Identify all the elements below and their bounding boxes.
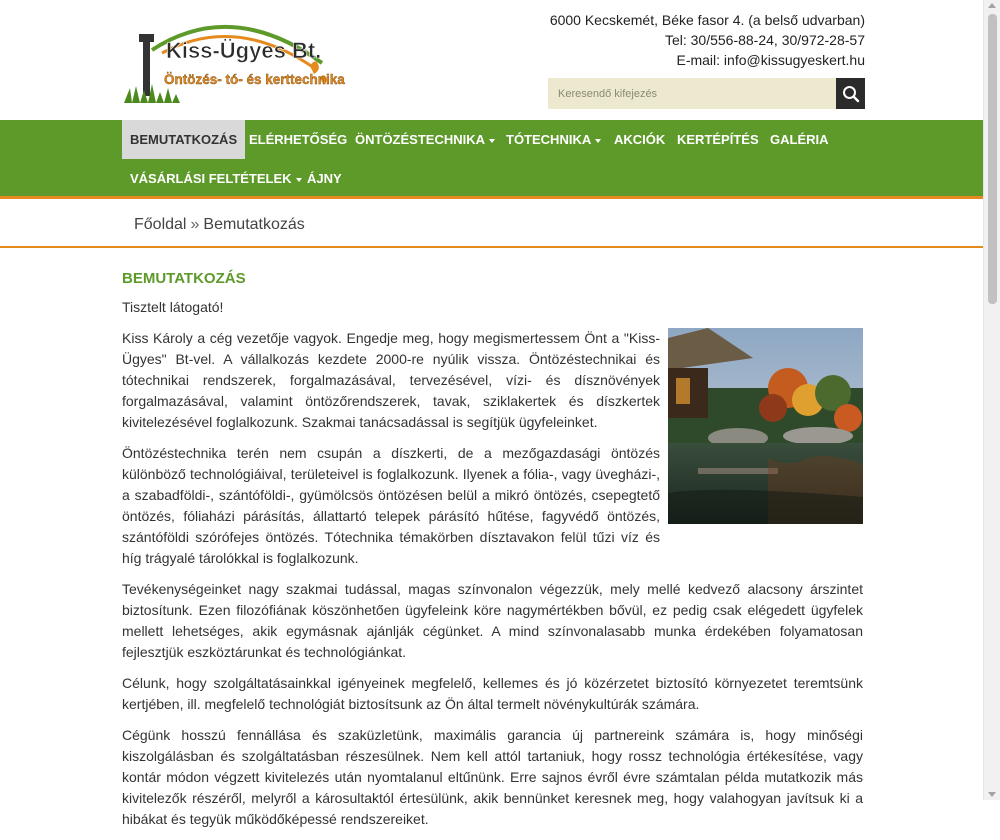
paragraph: Öntözéstechnika terén nem csupán a díszkerti, de a mezőgazdasági öntözés különböző technológiáival, területeivel is foglalkozunk. Ilyenek a fólia-, vagy üvegházi-, a szabadföldi-, szántóföldi-, gyümölcsös öntözésen belül a mikró öntözés, csepegtető öntözés, fóliaházi párásítás, állattartó telepek párásító hűtése, fagyvédő öntözés, szántóföldi szórófejes öntözés. Tótechnika témakörben dísztavakon felül tűzi víz és híg trágyalé tárolókkal is foglalkozunk. [122,445,660,566]
nav-label: TÓTECHNIKA [506,132,592,147]
nav-label: BEMUTATKOZÁS [130,132,238,147]
nav-item-ontozestechnika[interactable] [347,120,503,159]
scroll-up-icon[interactable] [988,3,996,8]
nav-item-akciok[interactable] [606,120,673,159]
main-nav [0,120,983,199]
paragraph: Célunk, hogy szolgáltatásainkkal igényeinek megfelelő, kellemes és jó közérzetet biztosító környezetet teremtsünk kertjében, ill. megfelelő technológiát biztosítsunk az Ön által termelt növénykultúrák számára. [122,675,863,712]
nav-item-totechnika[interactable] [498,120,609,159]
nav-label: VÁSÁRLÁSI FELTÉTELEK [130,171,292,186]
breadcrumb-current: Bemutatkozás [203,216,305,233]
search-bar [548,78,865,109]
breadcrumb-separator: » [190,216,200,233]
page-scrollbar[interactable] [983,0,1000,800]
nav-item-elerhetoseg[interactable] [241,120,355,159]
paragraph: Tevékenységeinket nagy szakmai tudással, magas színvonalon végezzük, mely mellé kedvező alacsony árszintet biztosítunk. Ezen filozófiának köszönhetően ügyfeleink köre nagymértékben bővül, ez pedig csak elégedett ügyfelek mellett lehetséges, akik egymásnak ajánlják cégünket. A mind színvonalasabb munka érdekében folyamatosan fejlesztjük eszköztárunkat és technológiánkat. [122,581,863,660]
logo[interactable] [122,8,345,108]
nav-label: ÖNTÖZÉSTECHNIKA [355,132,485,147]
breadcrumb-home[interactable]: Főoldal [134,216,187,233]
nav-item-ajny[interactable] [299,159,350,198]
paragraph: Cégünk hosszú fennállása és szaküzletünk, maximális garancia új partnereink számára is, hogy minőségi kiszolgálásban és szolgáltatásban részesülnek. Nem kell attól tartaniuk, hogy rossz technológia értékesítése, vagy kontár módon végzett kivitelezés után nyomtalanul eltűnünk. Erre sajnos évről évre számtalan példa mutatkozik más kivitelezők részéről, melyről a károsultaktól értesülünk, akik bennünket keresnek meg, hogy valahogyan javítsuk ki a hibákat és tegyük működőképessé rendszereiket. [122,727,863,827]
contact-block [550,10,865,70]
nav-label: GALÉRIA [770,132,829,147]
page-title: BEMUTATKOZÁS [122,270,246,287]
garden-pond-photo [668,328,863,524]
nav-item-bemutatkozas[interactable] [122,120,245,159]
greeting: Tisztelt látogató! [122,299,224,315]
phone: Tel: 30/556-88-24, 30/972-28-57 [664,32,865,48]
email[interactable]: E-mail: info@kissugyeskert.hu [676,52,865,68]
search-button[interactable] [836,78,865,109]
main-content [122,270,863,840]
caret-down-icon [489,139,495,143]
logo-graphic [122,8,345,108]
scrollbar-thumb[interactable] [988,14,997,304]
breadcrumb [134,216,305,234]
search-input[interactable] [548,78,836,109]
divider [0,246,983,248]
nav-label: ELÉRHETŐSÉG [249,132,348,147]
address: 6000 Kecskemét, Béke fasor 4. (a belső udvarban) [549,12,865,28]
garden-pond-image [668,328,863,524]
search-icon [842,85,860,103]
nav-label: ÁJNY [307,171,342,186]
nav-label: AKCIÓK [614,132,666,147]
nav-item-galeria[interactable] [762,120,837,159]
brand-tagline: Öntözés- tó- és kerttechnika [164,72,345,87]
caret-down-icon [595,139,601,143]
scroll-down-icon[interactable] [988,792,996,797]
site-header [0,0,983,120]
paragraph: Kiss Károly a cég vezetője vagyok. Engedje meg, hogy megismertessem Önt a "Kiss-Ügyes" Bt-vel. A vállalkozás kezdete 2000-re nyúlik vissza. Öntözéstechnikai és tótechnikai rendszerek, forgalmazásával, tervezésével, vízi- és dísznövények forgalmazásával, valamint öntözőrendszerek, tavak, sziklakertek és díszkertek kivitelezésével foglalkozunk. Szakmai tanácsadással is segítjük ügyfeleinket. [122,330,660,430]
nav-item-vasarlasi-feltetelek[interactable] [122,159,310,198]
nav-item-kertepites[interactable] [669,120,767,159]
brand-name: Kiss-Ügyes Bt. [166,38,322,63]
nav-label: KERTÉPÍTÉS [677,132,759,147]
